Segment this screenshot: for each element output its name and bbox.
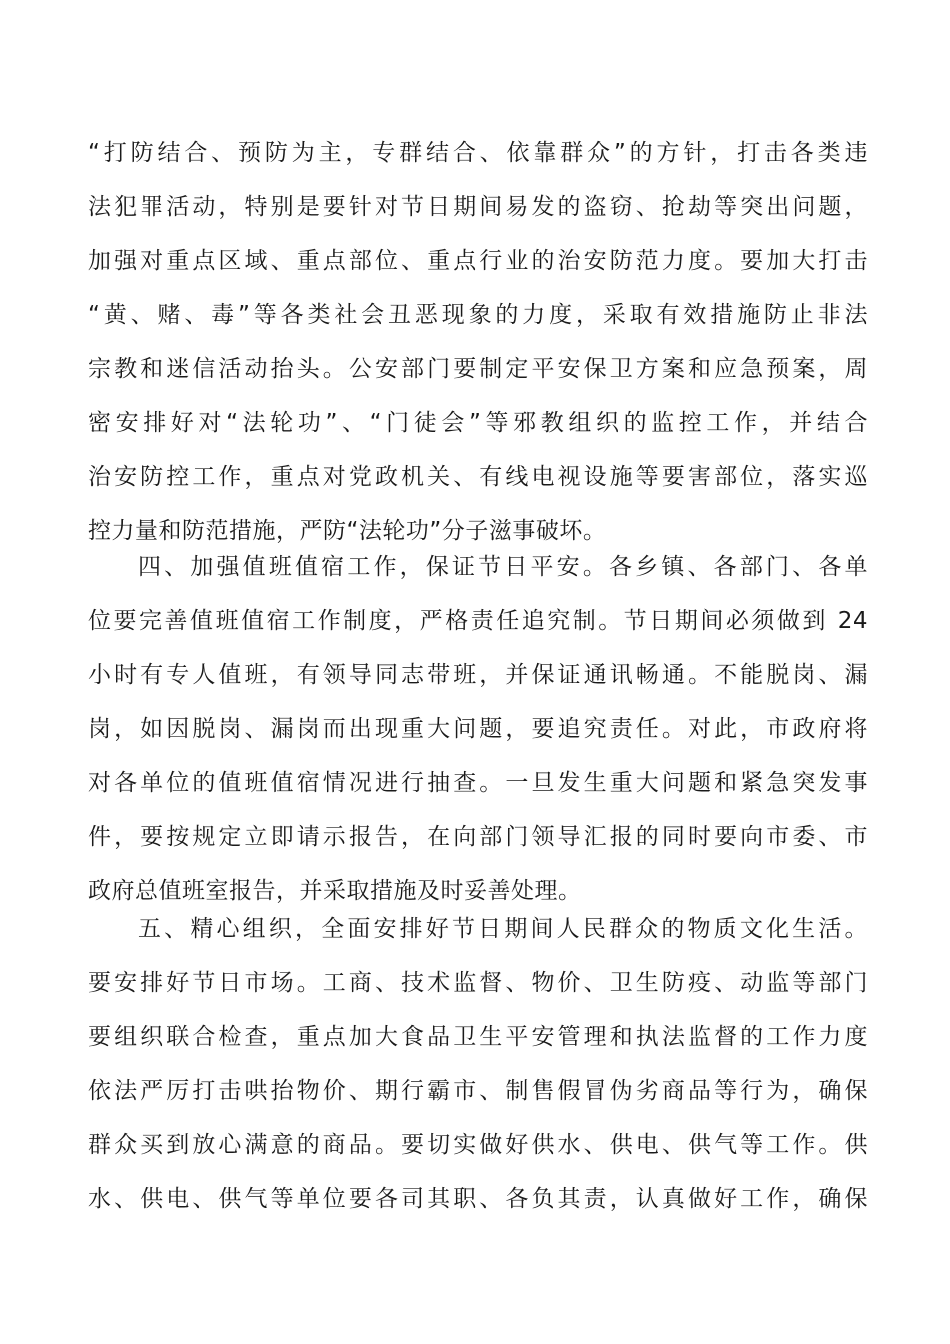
paragraph-continuation — [88, 126, 868, 558]
text-line: “打防结合、预防为主，专群结合、依靠群众”的方针，打击各类违 — [88, 140, 868, 166]
text-line: 治安防控工作，重点对党政机关、有线电视设施等要害部位，落实巡 — [88, 464, 868, 490]
text-line: 加强对重点区域、重点部位、重点行业的治安防范力度。要加大打击 — [88, 248, 868, 274]
text-line: 件，要按规定立即请示报告，在向部门领导汇报的同时要向市委、市 — [88, 824, 868, 850]
text-line: 控力量和防范措施，严防“法轮功”分子滋事破坏。 — [88, 518, 607, 544]
paragraph-section-five — [88, 902, 868, 1226]
paragraph-section-four — [88, 540, 868, 918]
text-line: 要安排好节日市场。工商、技术监督、物价、卫生防疫、动监等部门 — [88, 970, 868, 996]
text-line: 要组织联合检查，重点加大食品卫生平安管理和执法监督的工作力度 — [88, 1024, 868, 1050]
text-line: 岗，如因脱岗、漏岗而出现重大问题，要追究责任。对此，市政府将 — [88, 716, 868, 742]
text-line: 五、精心组织，全面安排好节日期间人民群众的物质文化生活。 — [138, 916, 868, 942]
text-line: 小时有专人值班，有领导同志带班，并保证通讯畅通。不能脱岗、漏 — [88, 662, 868, 688]
text-line: 法犯罪活动，特别是要针对节日期间易发的盗窃、抢劫等突出问题， — [88, 194, 868, 220]
text-line: 依法严厉打击哄抬物价、期行霸市、制售假冒伪劣商品等行为，确保 — [88, 1078, 868, 1104]
text-line: 宗教和迷信活动抬头。公安部门要制定平安保卫方案和应急预案，周 — [88, 356, 868, 382]
text-line: 四、加强值班值宿工作，保证节日平安。各乡镇、各部门、各单 — [138, 554, 868, 580]
text-line: 位要完善值班值宿工作制度，严格责任追究制。节日期间必须做到 24 — [88, 608, 868, 634]
text-line: “黄、赌、毒”等各类社会丑恶现象的力度，采取有效措施防止非法 — [88, 302, 868, 328]
text-line: 政府总值班室报告，并采取措施及时妥善处理。 — [88, 878, 582, 904]
text-line: 群众买到放心满意的商品。要切实做好供水、供电、供气等工作。供 — [88, 1132, 868, 1158]
text-line: 对各单位的值班值宿情况进行抽查。一旦发生重大问题和紧急突发事 — [88, 770, 868, 796]
text-line: 水、供电、供气等单位要各司其职、各负其责，认真做好工作，确保 — [88, 1186, 868, 1212]
text-line: 密安排好对“法轮功”、“门徒会”等邪教组织的监控工作，并结合 — [88, 410, 868, 436]
